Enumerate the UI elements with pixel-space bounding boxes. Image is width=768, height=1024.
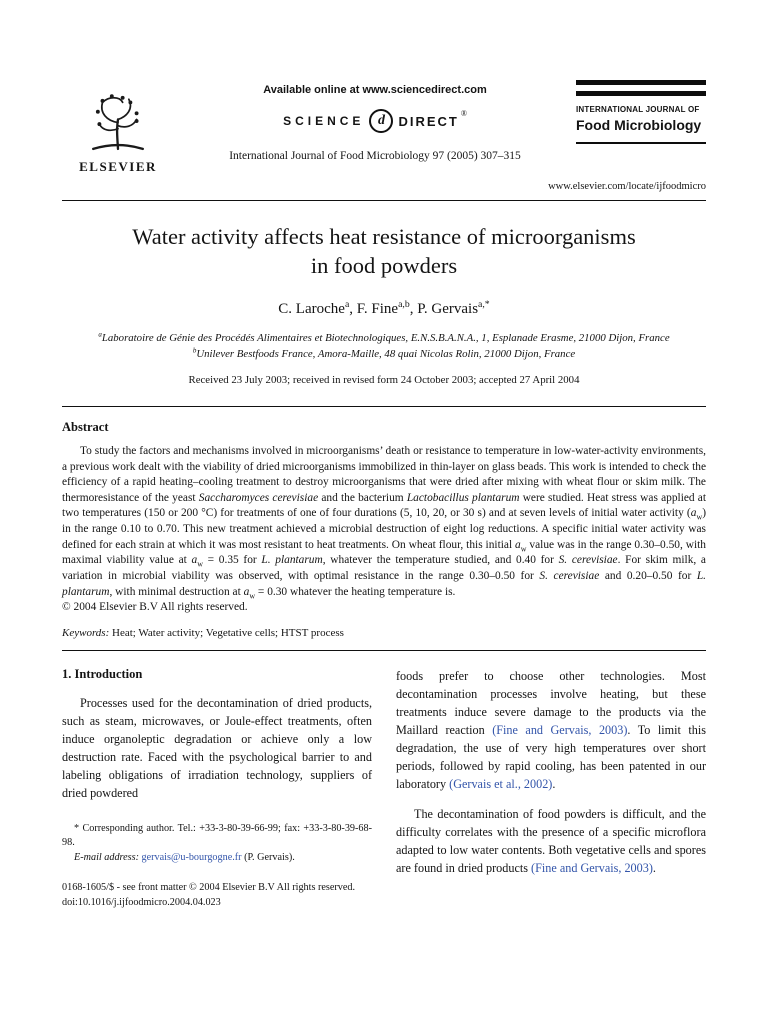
- text-segment: , P. Gervais: [409, 300, 479, 317]
- text-segment: were studied. Heat stress was applied at two temperatures (150 or 200 °C) for treatments of one of four durations (5, 10, 20, or 30 s) and at seven levels of initial water activity (: [62, 491, 707, 520]
- intro-paragraph-1: Processes used for the decontamination of dried products, such as steam, microwaves, or Joule-effect treatments, often induce organoleptic degradation or achieve only a low destruction rate. Faced with the psychological barrier to and labeling obligations of irradiation technology, suppliers of dried powdered: [62, 695, 372, 801]
- page-header: [62, 80, 706, 175]
- footnote-email-line: [62, 851, 372, 865]
- text-segment: a: [243, 585, 250, 598]
- affiliation-b: [62, 346, 706, 362]
- text-segment: b: [192, 346, 197, 355]
- journal-citation-line: International Journal of Food Microbiology 97 (2005) 307–315: [229, 150, 521, 162]
- text-segment: E-mail address:: [74, 851, 139, 863]
- text-segment: a: [191, 554, 198, 567]
- sciencedirect-logo: [174, 109, 576, 133]
- left-column: [62, 667, 372, 911]
- text-segment: Keywords:: [62, 626, 110, 639]
- email-link[interactable]: gervais@u-bourgogne.fr: [139, 851, 242, 863]
- text-segment: L. plantarum: [261, 554, 323, 567]
- registered-trademark-mark: ®: [460, 109, 467, 118]
- banner-bar-top: [576, 80, 706, 85]
- right-column: [396, 667, 706, 911]
- text-segment: . For skim milk, a variation in microbial viability was observed, with optimal resistance in the range 0.30–0.50 for: [62, 554, 706, 582]
- text-segment: a: [690, 507, 697, 520]
- text-segment: a: [98, 330, 102, 338]
- text-segment: S. cerevisiae: [558, 554, 618, 567]
- text-segment: . To limit this degradation, the use of very high temperatures over short periods, followed by rapid cooling, has been patented in our laboratory: [396, 722, 706, 792]
- text-segment: a,b: [398, 298, 410, 310]
- text-segment: C. Laroche: [278, 300, 345, 317]
- abstract-heading: Abstract: [62, 419, 109, 434]
- abstract-text: [62, 444, 706, 600]
- received-dates-line: Received 23 July 2003; received in revised form 24 October 2003; accepted 27 April 2004: [188, 373, 580, 386]
- text-segment: Lactobacillus plantarum: [406, 491, 520, 504]
- text-segment: (P. Gervais).: [241, 851, 295, 863]
- text-segment: a: [515, 538, 521, 551]
- imprint-block: [62, 881, 372, 911]
- text-segment: ) in the range 0.10 to 0.70. This new treatment achieved a microbial destruction of eight log reductions. A specific initial water activity was defined for each strain at which it was most resistant to heat treatments. On wheat flour, this initial: [62, 507, 706, 551]
- text-segment: Unilever Bestfoods France, Amora-Maille, 48 quai Nicolas Rolin, 21000 Dijon, France: [196, 347, 576, 360]
- text-segment: and the bacterium: [318, 491, 407, 504]
- text-segment: w: [520, 544, 527, 553]
- abstract-copyright: © 2004 Elsevier B.V All rights reserved.: [62, 601, 248, 614]
- affiliation-a: [62, 330, 706, 346]
- intro-paragraph-2: [396, 667, 706, 793]
- text-segment: , F. Fine: [349, 300, 399, 317]
- header-center: [174, 80, 576, 162]
- text-segment: To study the factors and mechanisms involved in microorganisms’ death or resistance to temperature in low-water-activity environments, a previous work dealt with the viability of dried microorganisms immobilized in thin-layer on glass beads. This work is intended to check the efficiency of a rapid heating–cooling treatment to destroy microorganisms that were dried after mixing with wheat flour or skim milk. The thermoresistance of the yeast: [62, 444, 706, 504]
- text-segment: .: [652, 861, 656, 876]
- text-segment: Laboratoire de Génie des Procédés Alimentaires et Biotechnologiques, E.N.S.B.A.N.A., 1, Esplanade Erasme, 21000 Dijon, France: [101, 331, 670, 344]
- text-segment: The decontamination of food powders is difficult, and the difficulty correlates with the presence of a specific microflora adapted to low water contents. Both vegetative cells and spores are found in dried products: [396, 807, 706, 876]
- sciencedirect-d-icon: d: [369, 109, 393, 133]
- text-segment: foods prefer to choose other technologies. Most decontamination processes involve heating, but these treatments induce severe damage to the products via the Maillard reaction: [396, 668, 706, 737]
- affiliations: [62, 330, 706, 362]
- elsevier-wordmark: ELSEVIER: [79, 159, 157, 174]
- text-segment: .: [552, 777, 556, 792]
- banner-thin-rule: [576, 142, 706, 144]
- journal-banner: [576, 80, 706, 144]
- text-segment: and 0.20–0.50 for: [599, 569, 697, 582]
- keywords-line: [62, 627, 706, 639]
- keywords-bottom-divider: [62, 650, 706, 651]
- text-segment: a,*: [478, 298, 490, 310]
- text-segment: Saccharomyces cerevisiae: [198, 491, 319, 504]
- two-column-body: [62, 667, 706, 911]
- text-segment: , with minimal destruction at: [109, 585, 244, 598]
- journal-kicker: INTERNATIONAL JOURNAL OF: [576, 105, 700, 114]
- text-segment: w: [249, 590, 256, 600]
- text-segment: value was in the range 0.30–0.50, with maximal viability value at: [62, 538, 706, 567]
- available-online-text: Available online at www.sciencedirect.com: [263, 84, 487, 96]
- text-segment: S. cerevisiae: [539, 569, 600, 582]
- journal-homepage-url[interactable]: www.elsevier.com/locate/ijfoodmicro: [548, 181, 706, 192]
- article-title-line-2: in food powders: [310, 252, 458, 278]
- elsevier-tree-icon: [79, 90, 157, 152]
- sciencedirect-direct-text: DIRECT: [398, 113, 459, 129]
- text-segment: = 0.30 whatever the heating temperature is.: [255, 585, 456, 598]
- elsevier-logo-block: [62, 80, 174, 175]
- text-segment: L. plantarum: [62, 569, 706, 598]
- text-segment: w: [197, 559, 203, 569]
- section-1-heading: 1. Introduction: [62, 666, 143, 681]
- header-divider: [62, 200, 706, 201]
- article-title-line-1: Water activity affects heat resistance of microorganisms: [132, 224, 636, 249]
- sciencedirect-science-text: SCIENCE: [283, 114, 365, 128]
- citation-fine-gervais-2003[interactable]: (Fine and Gervais, 2003): [531, 861, 653, 876]
- corresponding-author-footnote: [62, 822, 372, 865]
- citation-fine-gervais-2003[interactable]: (Fine and Gervais, 2003): [492, 722, 628, 737]
- issn-copyright-line: 0168-1605/$ - see front matter © 2004 Elsevier B.V All rights reserved.: [62, 881, 356, 893]
- journal-name: Food Microbiology: [576, 117, 702, 133]
- text-segment: Heat; Water activity; Vegetative cells; HTST process: [109, 626, 344, 639]
- text-segment: , whatever the temperature studied, and 0.40 for: [322, 554, 559, 567]
- authors-line: [62, 298, 706, 318]
- footnote-tel-fax: * Corresponding author. Tel.: +33-3-80-39-66-99; fax: +33-3-80-39-68-98.: [62, 823, 372, 849]
- text-segment: w: [696, 512, 703, 522]
- intro-paragraph-3: [396, 805, 706, 877]
- abstract-top-divider: [62, 406, 706, 407]
- text-segment: = 0.35 for: [202, 554, 262, 567]
- article-title: [62, 223, 706, 281]
- banner-bar-second: [576, 91, 706, 96]
- citation-gervais-2002[interactable]: (Gervais et al., 2002): [449, 777, 553, 792]
- text-segment: a: [344, 298, 350, 310]
- doi-line: doi:10.1016/j.ijfoodmicro.2004.04.023: [62, 896, 221, 908]
